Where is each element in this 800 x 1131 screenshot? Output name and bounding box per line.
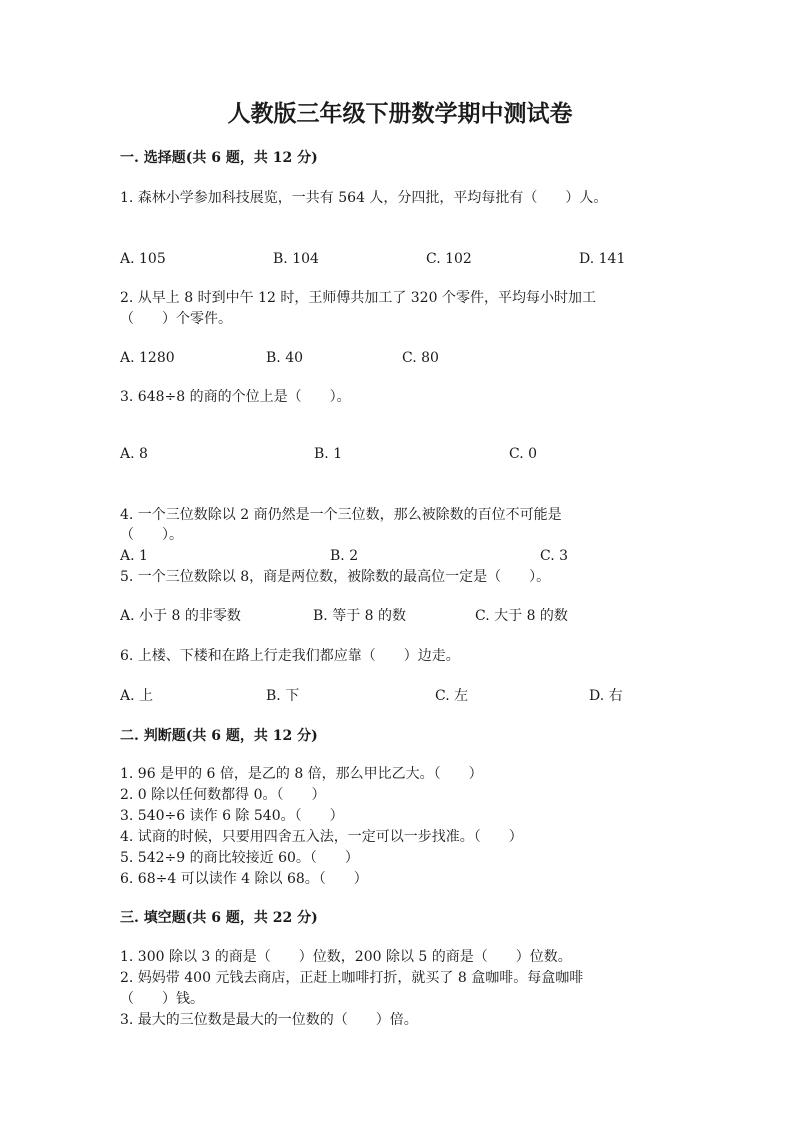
fill-item-3: 3. 最大的三位数是最大的一位数的（ ）倍。	[120, 1012, 418, 1028]
question-1-option-a: A. 105	[120, 251, 166, 267]
question-5-option-b: B. 等于 8 的数	[313, 608, 406, 624]
judgement-item-2: 2. 0 除以任何数都得 0。（ ）	[120, 787, 326, 803]
fill-item-2-line1: 2. 妈妈带 400 元钱去商店，正赶上咖啡打折，就买了 8 盒咖啡。每盒咖啡	[120, 970, 584, 986]
question-4-option-b: B. 2	[330, 548, 359, 564]
question-2-option-b: B. 40	[266, 350, 304, 366]
judgement-item-3: 3. 540÷6 读作 6 除 540。（ ）	[120, 808, 344, 824]
question-1-option-b: B. 104	[273, 251, 319, 267]
judgement-item-6: 6. 68÷4 可以读作 4 除以 68。（ ）	[120, 871, 368, 887]
question-6-option-c: C. 左	[435, 688, 469, 704]
question-5-text: 5. 一个三位数除以 8，商是两位数，被除数的最高位一定是（ ）。	[120, 569, 551, 585]
question-3-option-c: C. 0	[509, 446, 538, 462]
question-2-text-line1: 2. 从早上 8 时到中午 12 时，王师傅共加工了 320 个零件，平均每小时加工	[120, 290, 596, 306]
question-6-option-a: A. 上	[120, 688, 154, 704]
question-1-option-d: D. 141	[579, 251, 626, 267]
question-6-option-b: B. 下	[266, 688, 300, 704]
question-1-option-c: C. 102	[426, 251, 472, 267]
question-2-option-a: A. 1280	[120, 350, 175, 366]
page-title: 人教版三年级下册数学期中测试卷	[227, 100, 573, 127]
question-1-text: 1. 森林小学参加科技展览，一共有 564 人，分四批，平均每批有（ ）人。	[120, 190, 608, 206]
question-3-option-a: A. 8	[120, 446, 148, 462]
section-heading-choice: 一. 选择题(共 6 题，共 12 分)	[120, 150, 318, 166]
question-4-text-line2: （ ）。	[120, 527, 183, 543]
fill-item-2-line2: （ ）钱。	[120, 991, 204, 1007]
question-2-text-line2: （ ）个零件。	[120, 311, 232, 327]
section-heading-judgement: 二. 判断题(共 6 题，共 12 分)	[120, 728, 318, 744]
question-2-option-c: C. 80	[402, 350, 439, 366]
judgement-item-4: 4. 试商的时候，只要用四舍五入法，一定可以一步找准。（ ）	[120, 829, 523, 845]
question-6-option-d: D. 右	[589, 688, 623, 704]
question-3-text: 3. 648÷8 的商的个位上是（ ）。	[120, 389, 351, 405]
question-4-text-line1: 4. 一个三位数除以 2 商仍然是一个三位数，那么被除数的百位不可能是	[120, 507, 562, 523]
question-6-text: 6. 上楼、下楼和在路上行走我们都应靠（ ）边走。	[120, 648, 460, 664]
section-heading-fill: 三. 填空题(共 6 题，共 22 分)	[120, 910, 318, 926]
fill-item-1: 1. 300 除以 3 的商是（ ）位数，200 除以 5 的商是（ ）位数。	[120, 949, 572, 965]
question-5-option-c: C. 大于 8 的数	[475, 608, 568, 624]
question-3-option-b: B. 1	[314, 446, 343, 462]
question-4-option-a: A. 1	[120, 548, 148, 564]
question-4-option-c: C. 3	[540, 548, 569, 564]
judgement-item-1: 1. 96 是甲的 6 倍，是乙的 8 倍，那么甲比乙大。（ ）	[120, 766, 483, 782]
question-5-option-a: A. 小于 8 的非零数	[120, 608, 241, 624]
judgement-item-5: 5. 542÷9 的商比较接近 60。（ ）	[120, 850, 359, 866]
